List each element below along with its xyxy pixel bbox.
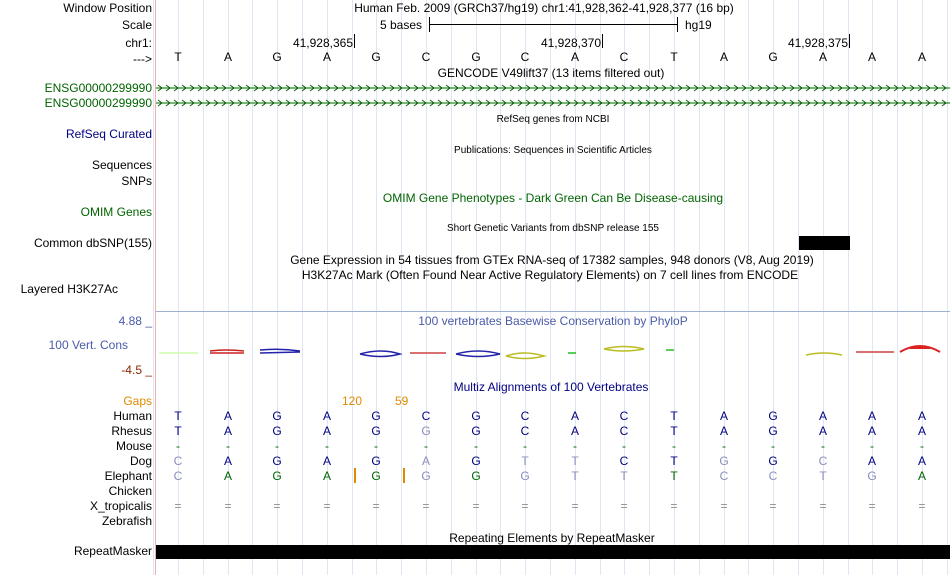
reference-base: G xyxy=(768,50,778,64)
scale-assembly: hg19 xyxy=(685,18,712,32)
alignment-base: G xyxy=(371,454,381,468)
species-label-mouse: Mouse xyxy=(115,439,152,453)
alignment-base: T xyxy=(670,454,678,468)
alignment-base: - xyxy=(176,439,180,453)
alignment-base: A xyxy=(322,424,331,438)
alignment-base: T xyxy=(571,469,579,483)
coord-tick-label-3: 41,928,375 xyxy=(787,36,848,50)
alignment-base: T xyxy=(521,454,529,468)
reference-base: C xyxy=(619,50,629,64)
alignment-base: A xyxy=(223,454,232,468)
alignment-base: = xyxy=(323,499,331,513)
cons-max-label: 4.88 _ xyxy=(118,314,152,328)
alignment-base: = xyxy=(620,499,628,513)
species-label-dog: Dog xyxy=(129,454,152,468)
species-label-chicken: Chicken xyxy=(108,484,152,498)
alignment-base: A xyxy=(223,424,232,438)
alignment-base: = xyxy=(472,499,480,513)
alignment-base: G xyxy=(272,424,282,438)
scale-text: 5 bases xyxy=(380,18,423,32)
alignment-base: A xyxy=(818,424,827,438)
alignment-base: T xyxy=(670,424,678,438)
reference-base: C xyxy=(421,50,431,64)
alignment-base: = xyxy=(174,499,182,513)
alignment-base: G xyxy=(421,424,431,438)
h3k27ac-track-title: H3K27Ac Mark (Often Found Near Active Regulatory Elements) on 7 cell lines from ENCODE xyxy=(301,268,799,282)
alignment-base: C xyxy=(719,469,729,483)
alignment-base: C xyxy=(173,454,183,468)
gencode-gene-label-1[interactable]: ENSG00000299990 xyxy=(44,81,152,95)
alignment-base: A xyxy=(223,469,232,483)
alignment-base: = xyxy=(422,499,430,513)
phylop-conservation-plot xyxy=(156,340,950,365)
chrom-label: chr1: xyxy=(125,36,152,50)
alignment-base: = xyxy=(670,499,678,513)
alignment-base: C xyxy=(520,424,530,438)
alignment-base: A xyxy=(917,454,926,468)
gencode-gene-1[interactable] xyxy=(156,81,950,95)
alignment-base: = xyxy=(521,499,529,513)
phylop-glyph-7 xyxy=(506,353,544,359)
alignment-base: - xyxy=(771,439,775,453)
gencode-gene-label-2[interactable]: ENSG00000299990 xyxy=(44,96,152,110)
alignment-base: T xyxy=(670,409,678,423)
alignment-base: A xyxy=(867,424,876,438)
reference-base: T xyxy=(174,50,182,64)
reference-base: T xyxy=(670,50,678,64)
gene-strand-arrows xyxy=(156,100,950,106)
reference-base: A xyxy=(818,50,827,64)
alignment-base: G xyxy=(471,454,481,468)
alignment-base: - xyxy=(226,439,230,453)
coord-tick-1 xyxy=(354,34,355,48)
alignment-base: = xyxy=(720,499,728,513)
alignment-base: = xyxy=(372,499,380,513)
gap-count-2: 59 xyxy=(395,394,409,408)
alignment-base: - xyxy=(870,439,874,453)
alignment-base: C xyxy=(520,409,530,423)
scale-bar xyxy=(429,24,677,25)
alignment-base: = xyxy=(918,499,926,513)
alignment-base: = xyxy=(868,499,876,513)
alignment-base: C xyxy=(619,409,629,423)
alignment-base: = xyxy=(571,499,579,513)
omim-track-title: OMIM Gene Phenotypes - Dark Green Can Be Disease-causing xyxy=(382,191,724,205)
alignment-base: C xyxy=(173,469,183,483)
coord-tick-label-2: 41,928,370 xyxy=(540,36,601,50)
alignment-base: A xyxy=(818,409,827,423)
alignment-base: G xyxy=(421,469,431,483)
alignment-base: - xyxy=(672,439,676,453)
gene-strand-arrows xyxy=(156,85,950,91)
alignment-base: G xyxy=(867,469,877,483)
layered-h3k27ac-label[interactable]: Layered H3K27Ac xyxy=(20,282,118,296)
alignment-base: C xyxy=(768,469,778,483)
alignment-base: G xyxy=(471,469,481,483)
alignment-base: = xyxy=(819,499,827,513)
reference-base: A xyxy=(917,50,926,64)
reference-base: A xyxy=(867,50,876,64)
alignment-base: G xyxy=(719,454,729,468)
alignment-base: - xyxy=(821,439,825,453)
alignment-base: T xyxy=(174,424,182,438)
alignment-base: A xyxy=(421,454,430,468)
alignment-base: = xyxy=(769,499,777,513)
scale-bar-right-tick xyxy=(677,17,678,32)
species-label-elephant: Elephant xyxy=(104,469,152,483)
phylop-glyph-2 xyxy=(210,350,244,353)
reference-base: A xyxy=(719,50,728,64)
window-position-label: Window Position xyxy=(63,1,152,15)
dbsnp-variant-block[interactable] xyxy=(799,236,850,250)
alignment-base: T xyxy=(670,469,678,483)
alignment-base: G xyxy=(471,424,481,438)
repeatmasker-block[interactable] xyxy=(156,545,950,559)
repeatmasker-label[interactable]: RepeatMasker xyxy=(73,544,152,558)
refseq-track-title: RefSeq genes from NCBI xyxy=(496,114,610,125)
gencode-gene-2[interactable] xyxy=(156,96,950,110)
alignment-base: T xyxy=(620,469,628,483)
species-label-human: Human xyxy=(113,409,152,423)
alignment-base: = xyxy=(273,499,281,513)
alignment-base: A xyxy=(867,454,876,468)
reference-base: C xyxy=(520,50,530,64)
phylop-glyph-11 xyxy=(806,353,842,355)
alignment-base: A xyxy=(719,409,728,423)
alignment-base: - xyxy=(622,439,626,453)
phylop-glyph-9 xyxy=(604,347,644,352)
gaps-label: Gaps xyxy=(123,394,152,408)
alignment-base: C xyxy=(619,424,629,438)
phylop-glyph-4 xyxy=(360,351,400,357)
reference-base: G xyxy=(371,50,381,64)
alignment-base: G xyxy=(371,469,381,483)
alignment-base: G xyxy=(471,409,481,423)
alignment-base: A xyxy=(322,469,331,483)
alignment-base: - xyxy=(573,439,577,453)
coord-tick-label-1: 41,928,365 xyxy=(292,36,353,50)
reference-base: A xyxy=(223,50,232,64)
alignment-base: T xyxy=(174,409,182,423)
gencode-track-title: GENCODE V49lift37 (13 items filtered out) xyxy=(437,66,665,80)
alignment-base: - xyxy=(920,439,924,453)
gap-count-1: 120 xyxy=(342,394,363,408)
strand-label: ---> xyxy=(133,52,152,66)
reference-base: A xyxy=(570,50,579,64)
alignment-base: C xyxy=(818,454,828,468)
track-labels-panel xyxy=(0,0,155,575)
species-label-x-tropicalis: X_tropicalis xyxy=(89,499,152,513)
alignment-base: A xyxy=(719,424,728,438)
sequences-label[interactable]: Sequences xyxy=(91,158,152,172)
phylop-glyph-6 xyxy=(456,351,500,357)
alignment-base: A xyxy=(570,424,579,438)
refseq-curated-label[interactable]: RefSeq Curated xyxy=(65,127,152,141)
alignment-base: - xyxy=(424,439,428,453)
species-label-rhesus: Rhesus xyxy=(111,424,152,438)
alignment-base: A xyxy=(322,454,331,468)
alignment-base: G xyxy=(768,409,778,423)
alignment-base: - xyxy=(722,439,726,453)
vert-cons-label[interactable]: 100 Vert. Cons xyxy=(48,338,128,352)
dbsnp-track-title: Short Genetic Variants from dbSNP release 155 xyxy=(447,223,659,234)
alignment-base: G xyxy=(371,409,381,423)
alignment-base: G xyxy=(371,424,381,438)
reference-base: G xyxy=(471,50,481,64)
alignment-base: T xyxy=(819,469,827,483)
alignment-base: - xyxy=(474,439,478,453)
alignment-base: A xyxy=(917,409,926,423)
alignment-base: G xyxy=(272,454,282,468)
reference-base: G xyxy=(272,50,282,64)
coord-tick-3 xyxy=(849,34,850,48)
track-image-area[interactable] xyxy=(156,0,950,575)
alignment-base: A xyxy=(223,409,232,423)
snps-label[interactable]: SNPs xyxy=(121,174,152,188)
alignment-base: G xyxy=(520,469,530,483)
scale-bar-left-tick xyxy=(429,17,430,32)
alignment-base: - xyxy=(374,439,378,453)
cons-track-title: 100 vertebrates Basewise Conservation by PhyloP xyxy=(418,314,688,328)
window-position-value: Human Feb. 2009 (GRCh37/hg19) chr1:41,928,362-41,928,377 (16 bp) xyxy=(354,1,734,15)
scale-label: Scale xyxy=(121,18,152,32)
alignment-base: G xyxy=(272,469,282,483)
repeat-track-title: Repeating Elements by RepeatMasker xyxy=(449,531,655,545)
cons-track-border xyxy=(156,311,950,312)
alignment-base: = xyxy=(224,499,232,513)
alignment-base: - xyxy=(325,439,329,453)
alignment-base: G xyxy=(768,454,778,468)
alignment-base: A xyxy=(322,409,331,423)
phylop-glyph-13 xyxy=(900,346,940,352)
alignment-base: A xyxy=(917,469,926,483)
alignment-base: A xyxy=(917,424,926,438)
alignment-base: - xyxy=(523,439,527,453)
alignment-base: - xyxy=(275,439,279,453)
alignment-base: A xyxy=(570,409,579,423)
elephant-gap-marker-2 xyxy=(403,468,405,483)
alignment-base: G xyxy=(768,424,778,438)
alignment-base: C xyxy=(619,454,629,468)
species-label-zebrafish: Zebrafish xyxy=(101,514,152,528)
phylop-glyph-3 xyxy=(260,349,300,353)
alignment-base: A xyxy=(867,409,876,423)
alignment-base: C xyxy=(421,409,431,423)
gtex-track-title: Gene Expression in 54 tissues from GTEx RNA-seq of 17382 samples, 948 donors (V8, Aug 2019) xyxy=(290,253,814,267)
alignment-base: T xyxy=(571,454,579,468)
alignment-base: G xyxy=(272,409,282,423)
reference-base: A xyxy=(322,50,331,64)
elephant-gap-marker-1 xyxy=(354,468,356,483)
coord-tick-2 xyxy=(602,34,603,48)
multiz-track-title: Multiz Alignments of 100 Vertebrates xyxy=(453,380,649,394)
publications-track-title: Publications: Sequences in Scientific Articles xyxy=(454,145,652,156)
common-dbsnp-label[interactable]: Common dbSNP(155) xyxy=(33,236,152,250)
grid-line xyxy=(153,0,154,575)
omim-genes-label[interactable]: OMIM Genes xyxy=(80,205,152,219)
cons-min-label: -4.5 _ xyxy=(121,363,152,377)
